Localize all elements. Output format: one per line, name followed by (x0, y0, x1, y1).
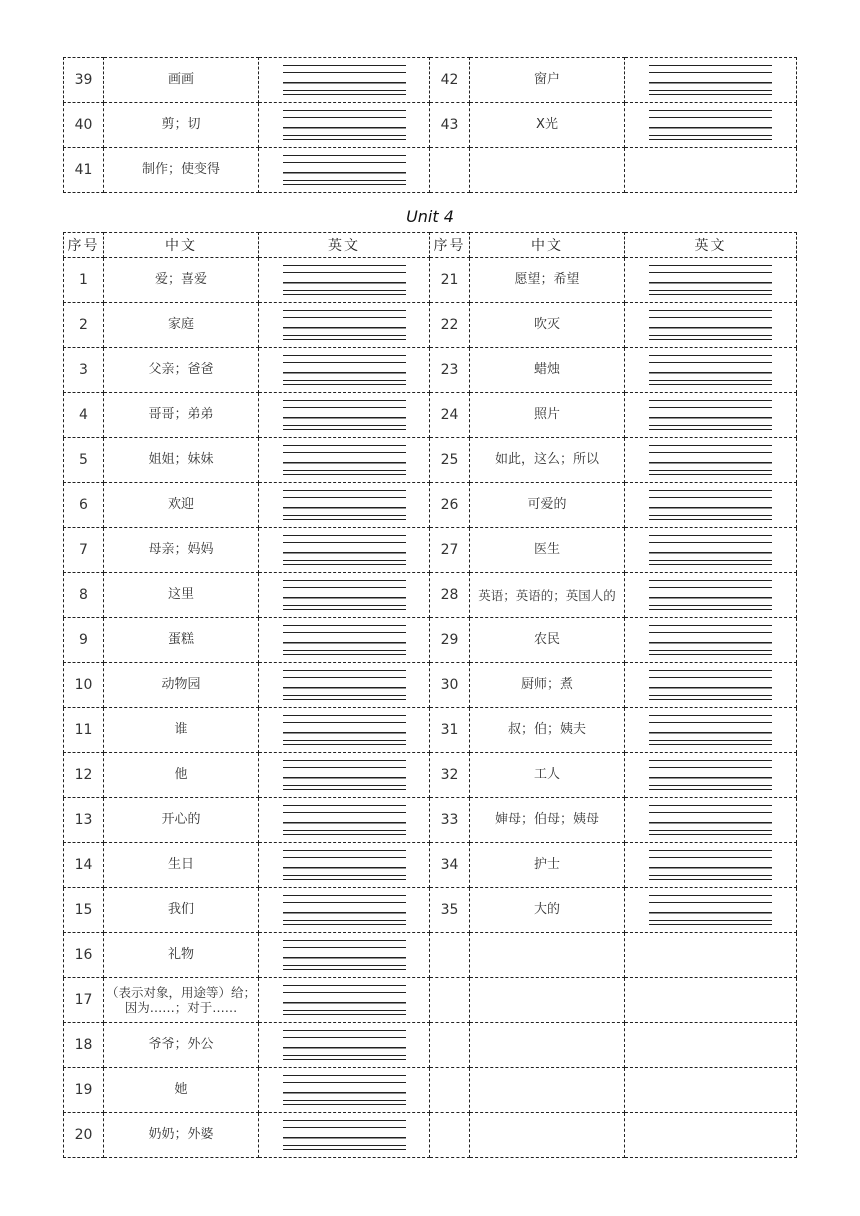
chinese-meaning: 我们 (104, 888, 259, 933)
english-answer-cell (259, 843, 430, 888)
chinese-meaning: 照片 (470, 393, 625, 438)
table-row (64, 798, 797, 843)
table-row (64, 933, 797, 978)
writing-lines[interactable] (283, 1120, 406, 1150)
chinese-meaning (470, 1068, 625, 1113)
english-answer-cell (625, 663, 797, 708)
chinese-meaning: 哥哥；弟弟 (104, 393, 259, 438)
chinese-meaning: 蛋糕 (104, 618, 259, 663)
item-number: 28 (430, 573, 470, 618)
item-number: 30 (430, 663, 470, 708)
english-answer-cell (625, 1068, 797, 1113)
english-answer-cell (625, 58, 797, 103)
item-number: 42 (430, 58, 470, 103)
table-row (64, 528, 797, 573)
item-number: 19 (64, 1068, 104, 1113)
item-number: 2 (64, 303, 104, 348)
writing-lines[interactable] (283, 535, 406, 565)
item-number: 3 (64, 348, 104, 393)
item-number: 15 (64, 888, 104, 933)
table-row (64, 708, 797, 753)
english-answer-cell (259, 1068, 430, 1113)
writing-lines[interactable] (283, 940, 406, 970)
english-answer-cell (625, 978, 797, 1023)
item-number (430, 978, 470, 1023)
writing-lines[interactable] (283, 265, 406, 295)
english-answer-cell (625, 103, 797, 148)
writing-lines[interactable] (649, 445, 772, 475)
english-answer-cell (259, 483, 430, 528)
item-number: 10 (64, 663, 104, 708)
writing-lines[interactable] (649, 65, 772, 95)
english-answer-cell (259, 348, 430, 393)
chinese-meaning: 愿望；希望 (470, 258, 625, 303)
english-answer-cell (259, 148, 430, 193)
item-number: 1 (64, 258, 104, 303)
english-answer-cell (259, 258, 430, 303)
chinese-meaning: 窗户 (470, 58, 625, 103)
item-number: 40 (64, 103, 104, 148)
english-answer-cell (259, 753, 430, 798)
chinese-meaning: 开心的 (104, 798, 259, 843)
item-number: 6 (64, 483, 104, 528)
item-number: 41 (64, 148, 104, 193)
item-number (430, 1023, 470, 1068)
chinese-meaning: 他 (104, 753, 259, 798)
writing-lines[interactable] (283, 670, 406, 700)
chinese-meaning: 工人 (470, 753, 625, 798)
item-number: 25 (430, 438, 470, 483)
table-row (64, 58, 797, 103)
chinese-meaning: 叔；伯；姨夫 (470, 708, 625, 753)
chinese-meaning: 她 (104, 1068, 259, 1113)
english-answer-cell (259, 103, 430, 148)
header-no: 序号 (64, 233, 104, 258)
table-row (64, 573, 797, 618)
writing-lines[interactable] (283, 715, 406, 745)
table-row (64, 103, 797, 148)
header-cn: 中文 (470, 233, 625, 258)
writing-lines[interactable] (283, 355, 406, 385)
english-answer-cell (625, 1113, 797, 1158)
chinese-meaning: 画画 (104, 58, 259, 103)
item-number: 24 (430, 393, 470, 438)
chinese-meaning: 母亲；妈妈 (104, 528, 259, 573)
writing-lines[interactable] (649, 760, 772, 790)
writing-lines[interactable] (283, 155, 406, 185)
english-answer-cell (625, 1023, 797, 1068)
chinese-meaning (470, 978, 625, 1023)
header-no: 序号 (430, 233, 470, 258)
writing-lines[interactable] (649, 400, 772, 430)
item-number: 4 (64, 393, 104, 438)
table-row (64, 978, 797, 1023)
chinese-meaning: 大的 (470, 888, 625, 933)
table-row (64, 753, 797, 798)
item-number: 9 (64, 618, 104, 663)
item-number (430, 148, 470, 193)
table-row (64, 148, 797, 193)
chinese-meaning: X光 (470, 103, 625, 148)
english-answer-cell (259, 303, 430, 348)
table-row (64, 888, 797, 933)
writing-lines[interactable] (649, 895, 772, 925)
writing-lines[interactable] (283, 580, 406, 610)
chinese-meaning: 生日 (104, 843, 259, 888)
english-answer-cell (625, 258, 797, 303)
english-answer-cell (259, 1023, 430, 1068)
item-number: 33 (430, 798, 470, 843)
chinese-meaning: 爷爷；外公 (104, 1023, 259, 1068)
chinese-meaning (470, 1023, 625, 1068)
english-answer-cell (625, 438, 797, 483)
chinese-meaning: 护士 (470, 843, 625, 888)
writing-lines[interactable] (649, 265, 772, 295)
chinese-meaning: 剪；切 (104, 103, 259, 148)
chinese-meaning: 谁 (104, 708, 259, 753)
chinese-meaning: 爱；喜爱 (104, 258, 259, 303)
header-en: 英文 (259, 233, 430, 258)
chinese-meaning: 厨师；煮 (470, 663, 625, 708)
chinese-meaning: 欢迎 (104, 483, 259, 528)
item-number: 21 (430, 258, 470, 303)
writing-lines[interactable] (283, 445, 406, 475)
item-number: 29 (430, 618, 470, 663)
writing-lines[interactable] (283, 895, 406, 925)
english-answer-cell (625, 708, 797, 753)
english-answer-cell (625, 148, 797, 193)
writing-lines[interactable] (649, 535, 772, 565)
english-answer-cell (259, 393, 430, 438)
chinese-meaning: 礼物 (104, 933, 259, 978)
item-number: 39 (64, 58, 104, 103)
item-number: 5 (64, 438, 104, 483)
chinese-meaning: （表示对象，用途等）给；因为……；对于…… (104, 978, 259, 1023)
table-row (64, 483, 797, 528)
item-number: 12 (64, 753, 104, 798)
english-answer-cell (625, 393, 797, 438)
writing-lines[interactable] (283, 850, 406, 880)
english-answer-cell (259, 798, 430, 843)
writing-lines[interactable] (649, 715, 772, 745)
writing-lines[interactable] (649, 110, 772, 140)
chinese-meaning: 如此，这么；所以 (470, 438, 625, 483)
english-answer-cell (259, 663, 430, 708)
writing-lines[interactable] (283, 310, 406, 340)
table-row (64, 258, 797, 303)
item-number: 11 (64, 708, 104, 753)
english-answer-cell (625, 618, 797, 663)
unit4-word-table (63, 232, 797, 1158)
item-number: 16 (64, 933, 104, 978)
writing-lines[interactable] (649, 580, 772, 610)
writing-lines[interactable] (283, 985, 406, 1015)
english-answer-cell (625, 888, 797, 933)
top-word-table (63, 57, 797, 193)
item-number: 43 (430, 103, 470, 148)
chinese-meaning (470, 148, 625, 193)
chinese-meaning: 这里 (104, 573, 259, 618)
writing-lines[interactable] (649, 310, 772, 340)
chinese-meaning: 父亲；爸爸 (104, 348, 259, 393)
english-answer-cell (625, 753, 797, 798)
chinese-meaning: 姐姐；妹妹 (104, 438, 259, 483)
chinese-meaning: 家庭 (104, 303, 259, 348)
writing-lines[interactable] (283, 760, 406, 790)
english-answer-cell (625, 933, 797, 978)
english-answer-cell (259, 573, 430, 618)
item-number: 22 (430, 303, 470, 348)
english-answer-cell (259, 888, 430, 933)
chinese-meaning: 可爱的 (470, 483, 625, 528)
item-number: 34 (430, 843, 470, 888)
english-answer-cell (259, 58, 430, 103)
english-answer-cell (625, 573, 797, 618)
table-row (64, 303, 797, 348)
item-number (430, 1068, 470, 1113)
item-number: 17 (64, 978, 104, 1023)
table-row (64, 1023, 797, 1068)
english-answer-cell (625, 798, 797, 843)
chinese-meaning: 婶母；伯母；姨母 (470, 798, 625, 843)
table-row (64, 438, 797, 483)
english-answer-cell (259, 438, 430, 483)
english-answer-cell (259, 1113, 430, 1158)
item-number: 20 (64, 1113, 104, 1158)
header-cn: 中文 (104, 233, 259, 258)
item-number: 27 (430, 528, 470, 573)
english-answer-cell (259, 618, 430, 663)
english-answer-cell (259, 933, 430, 978)
writing-lines[interactable] (283, 805, 406, 835)
item-number: 31 (430, 708, 470, 753)
table-row (64, 1068, 797, 1113)
unit-title: Unit 4 (406, 207, 454, 226)
chinese-meaning (470, 1113, 625, 1158)
table-row (64, 663, 797, 708)
writing-lines[interactable] (283, 110, 406, 140)
english-answer-cell (625, 348, 797, 393)
item-number: 26 (430, 483, 470, 528)
chinese-meaning: 医生 (470, 528, 625, 573)
writing-lines[interactable] (649, 805, 772, 835)
item-number: 8 (64, 573, 104, 618)
english-answer-cell (625, 303, 797, 348)
chinese-meaning: 蜡烛 (470, 348, 625, 393)
item-number: 7 (64, 528, 104, 573)
header-en: 英文 (625, 233, 797, 258)
chinese-meaning: 吹灭 (470, 303, 625, 348)
english-answer-cell (259, 528, 430, 573)
table-row (64, 1113, 797, 1158)
english-answer-cell (625, 528, 797, 573)
chinese-meaning: 制作；使变得 (104, 148, 259, 193)
item-number (430, 1113, 470, 1158)
writing-lines[interactable] (649, 355, 772, 385)
writing-lines[interactable] (283, 1030, 406, 1060)
writing-lines[interactable] (649, 670, 772, 700)
writing-lines[interactable] (649, 490, 772, 520)
item-number: 32 (430, 753, 470, 798)
chinese-meaning: 英语；英语的；英国人的 (470, 573, 625, 618)
chinese-meaning: 动物园 (104, 663, 259, 708)
writing-lines[interactable] (649, 850, 772, 880)
item-number: 13 (64, 798, 104, 843)
item-number: 18 (64, 1023, 104, 1068)
item-number (430, 933, 470, 978)
table-row (64, 348, 797, 393)
table-row (64, 843, 797, 888)
writing-lines[interactable] (283, 1075, 406, 1105)
item-number: 35 (430, 888, 470, 933)
english-answer-cell (259, 978, 430, 1023)
table-row (64, 618, 797, 663)
writing-lines[interactable] (283, 625, 406, 655)
writing-lines[interactable] (649, 625, 772, 655)
english-answer-cell (625, 843, 797, 888)
table-header (64, 233, 797, 258)
chinese-meaning: 奶奶；外婆 (104, 1113, 259, 1158)
writing-lines[interactable] (283, 490, 406, 520)
table-row (64, 393, 797, 438)
writing-lines[interactable] (283, 65, 406, 95)
english-answer-cell (625, 483, 797, 528)
chinese-meaning: 农民 (470, 618, 625, 663)
writing-lines[interactable] (283, 400, 406, 430)
item-number: 23 (430, 348, 470, 393)
english-answer-cell (259, 708, 430, 753)
chinese-meaning (470, 933, 625, 978)
item-number: 14 (64, 843, 104, 888)
